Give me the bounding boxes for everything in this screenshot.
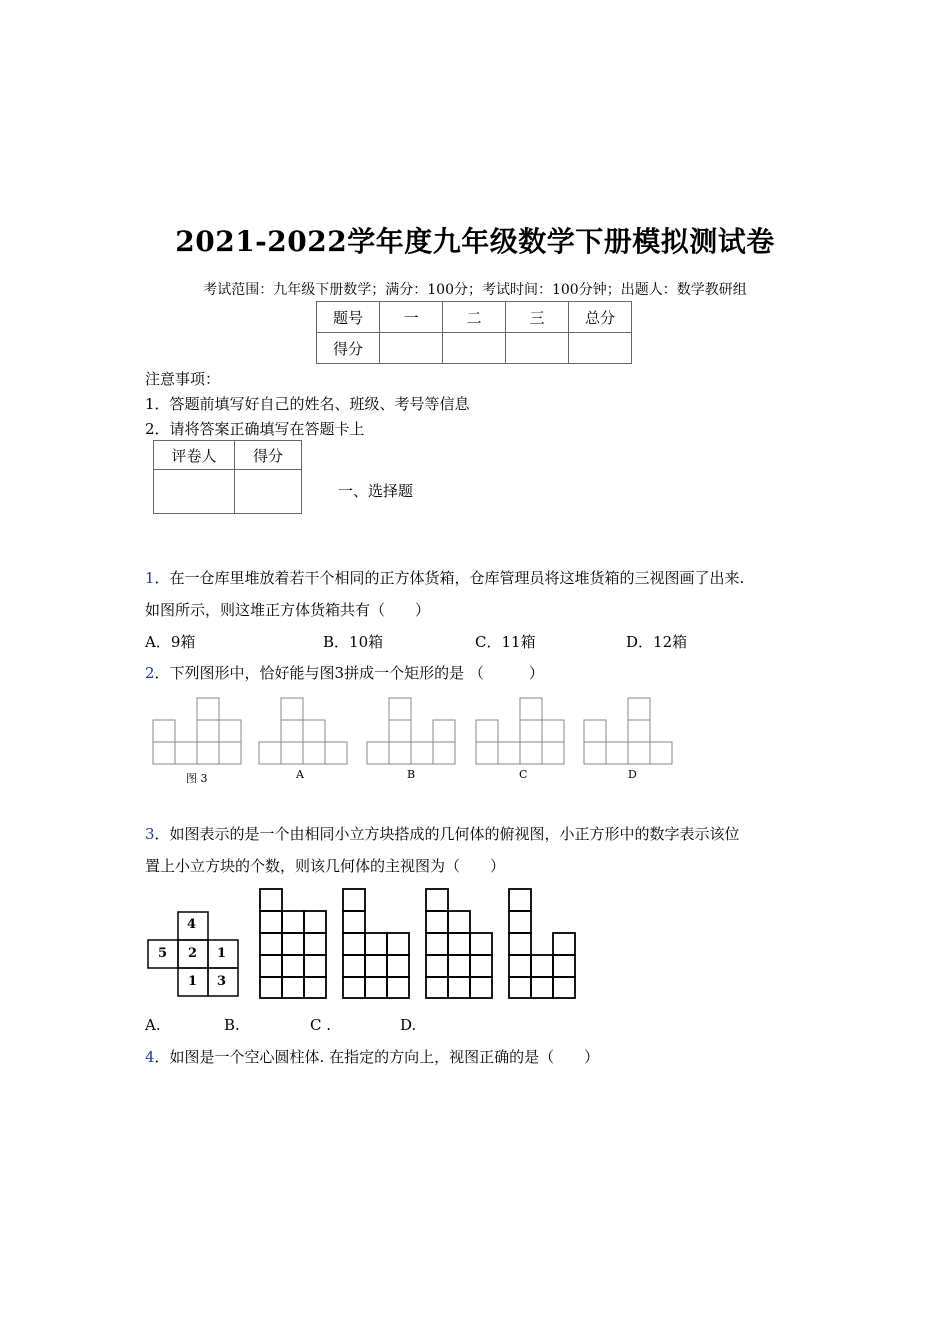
option-c[interactable]: C . [310, 1016, 332, 1034]
score-header-cell: 一 [380, 302, 443, 333]
score-header-cell: 二 [443, 302, 506, 333]
option-c[interactable]: C．11箱 [475, 633, 536, 651]
q2-caption-a[interactable]: A [296, 768, 304, 781]
grader-header-cell: 评卷人 [154, 441, 235, 470]
question-text: ．如图表示的是一个由相同小立方块搭成的几何体的俯视图，小正方形中的数字表示该位 [154, 825, 740, 843]
q2-figure-a [259, 698, 347, 764]
option-b[interactable]: B．10箱 [323, 633, 384, 651]
grader-header-cell: 得分 [235, 441, 302, 470]
q3-option-c-figure [426, 889, 492, 998]
question-number: 1 [145, 569, 155, 587]
notes-heading: 注意事项： [145, 370, 221, 388]
page-title: 2021-2022学年度九年级数学下册模拟测试卷 [175, 225, 775, 258]
exam-info: 考试范围：九年级下册数学；满分：100分；考试时间：100分钟；出题人：数学教研组 [203, 282, 747, 298]
question-number: 4 [145, 1048, 155, 1066]
question-1-line2: 如图所示，则这堆正方体货箱共有（ ） [145, 601, 431, 619]
note-item: 2．请将答案正确填写在答题卡上 [145, 420, 365, 438]
q3-option-b-figure [343, 889, 409, 998]
note-item: 1．答题前填写好自己的姓名、班级、考号等信息 [145, 395, 470, 413]
option-d[interactable]: D．12箱 [626, 633, 688, 651]
score-header-cell: 三 [506, 302, 569, 333]
score-header-cell: 题号 [317, 302, 380, 333]
question-number: 2 [145, 664, 155, 682]
section-title: 一、选择题 [338, 482, 414, 500]
q2-figure-c [476, 698, 564, 764]
score-header-cell: 总分 [569, 302, 632, 333]
grid-number: 3 [217, 974, 227, 989]
option-d[interactable]: D. [400, 1016, 417, 1034]
question-text: ．如图是一个空心圆柱体. 在指定的方向上，视图正确的是（ ） [154, 1048, 600, 1066]
question-text: ．下列图形中，恰好能与图3拼成一个矩形的是 （ ） [154, 664, 544, 682]
option-a[interactable]: A. [145, 1016, 161, 1034]
q2-figure-3 [153, 698, 241, 764]
q3-option-a-figure [260, 889, 326, 998]
q3-option-d-figure [509, 889, 575, 998]
question-3-line1 [145, 823, 740, 844]
option-a[interactable]: A．9箱 [145, 633, 196, 651]
grid-number: 5 [158, 946, 168, 961]
question-4-line1 [145, 1046, 599, 1067]
q2-caption-c[interactable]: C [519, 768, 528, 781]
option-b[interactable]: B. [224, 1016, 240, 1034]
grid-number: 1 [188, 974, 198, 989]
grid-number: 2 [188, 946, 198, 961]
question-number: 3 [145, 825, 155, 843]
q2-caption-fig3: 图 3 [186, 772, 208, 785]
grid-number: 4 [187, 917, 197, 932]
question-3-line2: 置上小立方块的个数，则该几何体的主视图为（ ） [145, 857, 506, 875]
q2-figure-b [367, 698, 455, 764]
grid-number: 1 [217, 946, 227, 961]
score-row-label: 得分 [317, 333, 380, 364]
q2-figure-d [584, 698, 672, 764]
q2-caption-d[interactable]: D [628, 768, 637, 781]
question-text: ．在一仓库里堆放着若干个相同的正方体货箱，仓库管理员将这堆货箱的三视图画了出来. [154, 569, 745, 587]
q2-caption-b[interactable]: B [407, 768, 416, 781]
